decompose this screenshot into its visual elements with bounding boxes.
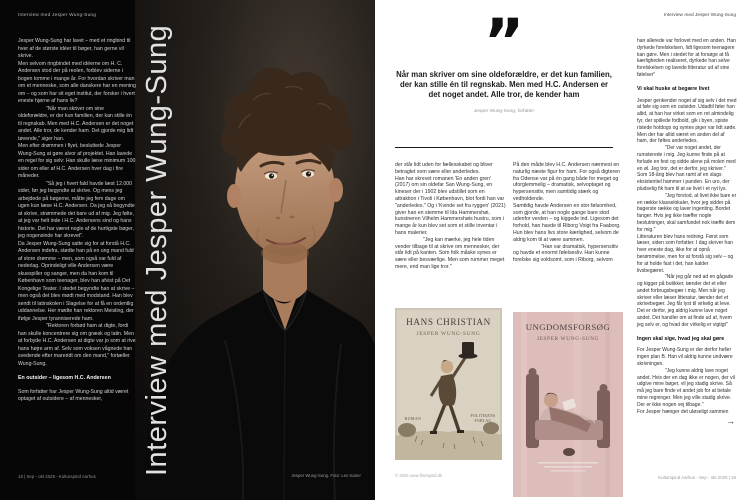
copyright-credit: © 2025 www.finespind.dk [395, 473, 443, 478]
body-paragraph: For Jesper hænger det uløseligt sammen [637, 408, 729, 415]
section-subheading: En outsider – ligesom H.C. Andersen [18, 375, 111, 381]
body-paragraph: han allerede var forlovet med en anden. Han dyrkede forelskelsen, lidt ligesom teenagere kan gøre. Men i stedet for at forsøge at få kærligheden realiseret, dyrkede han selve forelskelsen og lavede litteratur ud af sine følelser" [637, 38, 736, 78]
section-subheading: Vi skal huske at begære livet [637, 85, 710, 92]
body-paragraph: "Når man skriver om sine oldeforældre, er der kun familien, der kan stille én til regnskab. Men med H.C. Andersen er det noget andet. Alle tror, de kender ham. Det gjorde mig lidt tøvende," siger han. [18, 105, 134, 142]
body-paragraph: der står lidt uden for fællesskabet og bliver betragtet som sære eller anderledes. [395, 162, 493, 175]
body-paragraph: Som forfatter har Jesper Wung-Sung altid været optaget af outsidere – af mennesker, [18, 388, 129, 402]
body-paragraph: "Han var dramatisk, hypersensitiv og havde et enormt følelsesliv. Han kunne forelske sig voldsomt, som i Riborg, selvom [513, 243, 619, 264]
body-paragraph: Men selvom ringbindet med idéerne om H. C. Andersen stod der på reolen, forblev siderne i bogen tomme i mange år. For hvordan skriver man om et menneske, som alle danskere har en mening om – og som har sit eget institut, der forsker i hvert eneste hjørne af hans liv? [18, 60, 136, 104]
book1-title: HANS CHRISTIAN [406, 317, 491, 327]
body-paragraph: Da Jesper Wung-Sung satte sig for at forstå H.C. Andersen indefra, stødte han på en ung mand fuld af store drømme – men, som også var fuld af nederlag. Oprindeligt ville Andersen være skuespiller og sanger, men da han kom til København som teenager, blev han afvist på Det Kongelige Teater. I stedet begyndte han at skrive – men også det blev mødt med modstand. Han blev sendt til latinskolen i Slagelse for at få en ordentlig uddannelse. Her mødte han rektoren Meisling, der ifølge Jesper tyranniserede ham. [18, 240, 135, 322]
right-column-3 [637, 38, 737, 425]
body-paragraph: "Jeg forstod, at livet ikke bare er en række klasselokaler, hvor jeg sidder på bagerste række og laver ingenting. Bordet fanger. Hvis jeg ikke træffer nogle beslutninger, skal samfundet nok træffe dem for mig." [637, 192, 737, 233]
page-footer-right: Kulturspind Aarhus - Sep - okt 2025 | 19 [658, 475, 736, 480]
left-body-column [18, 38, 136, 404]
book2-title: UNGDOMSFORSØG [525, 322, 611, 332]
body-paragraph: Han har skrevet romanen 'En anden gren' (2017) om sin oldefar San Wung-Sung, en kineser der i 1902 blev udstillet som en attraktion i Tivoli i København, blot fordi han var "anderledes." Og i 'Kvinde set fra ryggen' (2021) giver han en stemme til Ida Hammershøi, kunstneren Vilhelm Hammershøis hustru, som i mange år kun blev set som et stille inventar i hans malerier. [395, 175, 506, 236]
body-paragraph: Men efter drømmen i flyet, besluttede Jesper Wung-Sung at gøre alvor af projektet. Han lavede en regel for sig selv: Han skulle læse minimum 100 sider om eller af H.C. Andersen hver dag i fire måneder. [18, 143, 136, 179]
body-paragraph: Litteraturen blev hans redning. Først som læser, siden som forfatter. I dag skriver han hver eneste dag, ikke for at opnå berømmelse, men for at forstå sig selv – og for at holde fast i det, han kalder livsbegæret. [637, 233, 734, 274]
body-paragraph: "Jeg kunne aldrig lave noget andet. Hvis der en dag ikke er nogen, der vil udgive mine bøger, vil jeg stadig skrive. Så må jeg bare finde et andet job for at betale mine regninger. Men jeg ville stadig skrive. Der er ikke nogen vej tilbage." [637, 367, 735, 408]
book1-publisher-line1: POLITIKENS [470, 414, 496, 418]
pull-quote-text: Når man skriver om sine oldeforældre, er det kun familien, der kan stille én til regnskab. Men med H.C. Andersen er det noget andet. Alle tror, de kender ham [396, 70, 612, 100]
page-footer-left: 18 | Sep - okt 2025 - Kulturspind Aarhus [18, 474, 96, 479]
kicker-left: Interview med Jesper Wung-Sung [18, 13, 97, 18]
book1-genre-label: ROMAN [404, 417, 422, 421]
right-column-1 [395, 162, 507, 271]
body-paragraph: På den måde blev H.C. Andersen nærmest en naturlig næste figur for ham. For også digteren fra Odense var på én gang både for meget og uforglemmelig – dramatisk, selvoptaget og hypersensitiv, men samtidig stærk og vedholdende. [513, 162, 620, 202]
body-paragraph: Jesper Wung-Sung har lavet – med et ringbind til hver af de største idéer til bøger, han gerne vil skrive. [18, 38, 131, 59]
pull-quote [395, 5, 613, 114]
body-paragraph: "Jeg kan mærke, jeg hele tiden vender tilbage til at skrive om mennesker, der står lidt på kanten. Som folk måske synes er sære eller besværlige. Men som rummer meget mere, end man lige tror." [395, 236, 505, 270]
body-paragraph: Jesper genkender noget af sig selv i det med at føle sig som en outsider. Udadtil føler han altid, at han har virket som en ret almindelig fyr, der spillede fodbold, gik i byen, spiste ristede hotdogs og syntes piger var lidt søde. Men der har altid været en anden del af ham, der føltes anderledes. [637, 97, 737, 145]
kicker-right: Interview med Jesper Wung-Sung [663, 13, 736, 18]
divider-rule [395, 147, 613, 148]
body-paragraph: "Rektoren forbød ham at digte, fordi han skulle koncentrere sig om græsk og latin. Men at forbyde H.C. Andersen at digte var jo som at rive hans højre arm af. Selv som voksen vågnede han svedende efter mareridt om den mand," fortæller Wung-Sung. [18, 323, 136, 367]
body-paragraph: Samtidig havde Andersen en stor følsomhed, som gjorde, at han nogle gange bare stod udenfor verden – og kiggede ind. Ligesom det forhold, han havde til Riborg Voigt fra Faaborg. Hun blev hans livs store kærlighed, selvom de aldrig kom til at være sammen. [513, 202, 621, 243]
right-column-2 [513, 162, 623, 264]
quote-marks-icon: ” [483, 5, 525, 78]
book-cover-hans-christian [395, 308, 502, 460]
right-page [375, 0, 750, 500]
body-paragraph: For Jesper Wung-Sung er der derfor heller ingen plan B. Han vil aldrig kunne undvære skrivningen. [637, 347, 733, 368]
book1-author: JESPER WUNG-SUNG [416, 331, 481, 337]
photo-caption: Jesper Wung-Sung. Foto: Les Kaner [291, 473, 361, 478]
continuation-arrow-icon: → [726, 416, 735, 427]
book-cover-ungdomsforsoeg [513, 312, 623, 497]
body-paragraph: "Når jeg går ned ad en gågade og kigger på butikker, tænder det et eller andet forbrugsbegær i mig. Men når jeg skriver eller læser litteratur, tænder det et skrivebegær. Jeg får lyst til virkelig at leve. Det er derfor, jeg aldrig kunne lave noget andet. Det handler om at finde ud af, hvem jeg selv er, og hvad der virkelig er vigtigt" [637, 274, 734, 328]
body-paragraph: Som 18-årig blev han ramt af en slags eksistentiel hammer i panden. En uro, der pludselig fik ham til at se livet i et nyt lys. [637, 172, 730, 192]
section-subheading: Ingen skal sige, hvad jeg skal gøre [637, 335, 725, 342]
pull-quote-attribution: Jesper Wung-Sung, forfatter [473, 108, 535, 114]
body-paragraph: "Så jeg i hvert fald havde læst 12.000 sider, før jeg begyndte at skrive. Og mens jeg arbejdede på bøgerne, måtte jeg fem dage om ugen kun læse H.C. Andersen. Da jeg så begyndte at skrive, strømmede det bare ud af mig. Jeg følte, at jeg var helt inde i H.C. Andersens sind og hans historie. Det har været nogle af de hurtigste bøger, jeg nogensinde har skrevet". [18, 180, 135, 239]
vertical-page-title: Interview med Jesper Wung-Sung [141, 24, 173, 476]
book1-publisher-line2: FORLAG [474, 419, 492, 423]
body-paragraph: "Der var noget andet, der rumsterede i mig. Jeg kunne finde på at forlade en fest og sidde alene på molen med en øl. Jeg tror, det er derfor, jeg skriver." [637, 145, 736, 172]
book2-author: JESPER WUNG-SUNG [536, 336, 600, 342]
